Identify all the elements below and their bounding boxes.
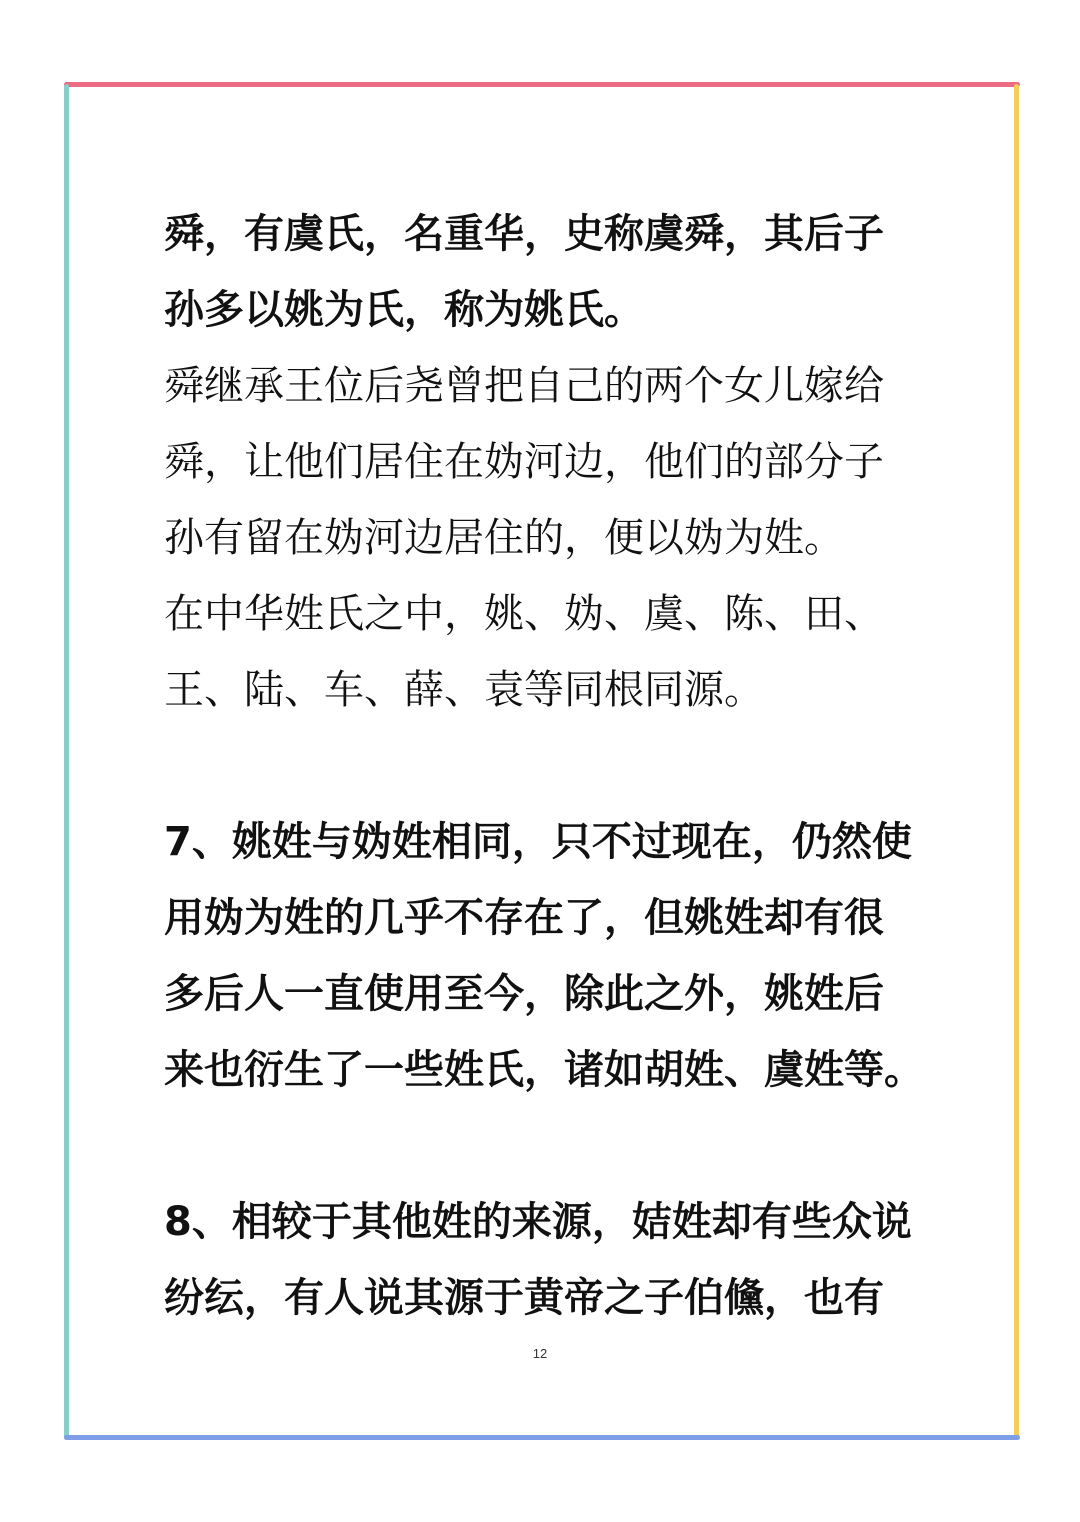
paragraph-same-root <box>164 576 944 728</box>
frame-bottom-border <box>64 1435 1020 1440</box>
text-line: 多后人一直使用至今，除此之外，姚姓后 <box>164 971 884 1017</box>
text-line: 孙多以姚为氏，称为姚氏。 <box>164 287 644 333</box>
page-number: 12 <box>532 1346 548 1361</box>
text-line: 舜，有虞氏，名重华，史称虞舜，其后子 <box>164 211 884 257</box>
text-line: 王、陆、车、薛、袁等同根同源。 <box>164 667 764 713</box>
document-body <box>164 196 944 1336</box>
text-line: 用妫为姓的几乎不存在了，但姚姓却有很 <box>164 895 884 941</box>
paragraph-shun-origin <box>164 196 944 348</box>
text-line: 7、姚姓与妫姓相同，只不过现在，仍然使 <box>164 819 912 865</box>
paragraph-item-7 <box>164 804 944 1108</box>
text-line: 孙有留在妫河边居住的，便以妫为姓。 <box>164 515 844 561</box>
paragraph-spacer <box>164 1108 944 1184</box>
frame-left-border <box>64 84 69 1440</box>
text-line: 舜，让他们居住在妫河边，他们的部分子 <box>164 439 884 485</box>
frame-top-border <box>64 82 1020 87</box>
paragraph-item-8 <box>164 1184 944 1336</box>
text-line: 8、相较于其他姓的来源，姞姓却有些众说 <box>164 1199 912 1245</box>
paragraph-gui-river <box>164 348 944 576</box>
text-line: 来也衍生了一些姓氏，诸如胡姓、虞姓等。 <box>164 1047 924 1093</box>
text-line: 在中华姓氏之中，姚、妫、虞、陈、田、 <box>164 591 884 637</box>
text-line: 舜继承王位后尧曾把自己的两个女儿嫁给 <box>164 363 884 409</box>
paragraph-spacer <box>164 728 944 804</box>
text-line: 纷纭，有人说其源于黄帝之子伯儵，也有 <box>164 1275 884 1321</box>
frame-right-border <box>1014 84 1019 1440</box>
